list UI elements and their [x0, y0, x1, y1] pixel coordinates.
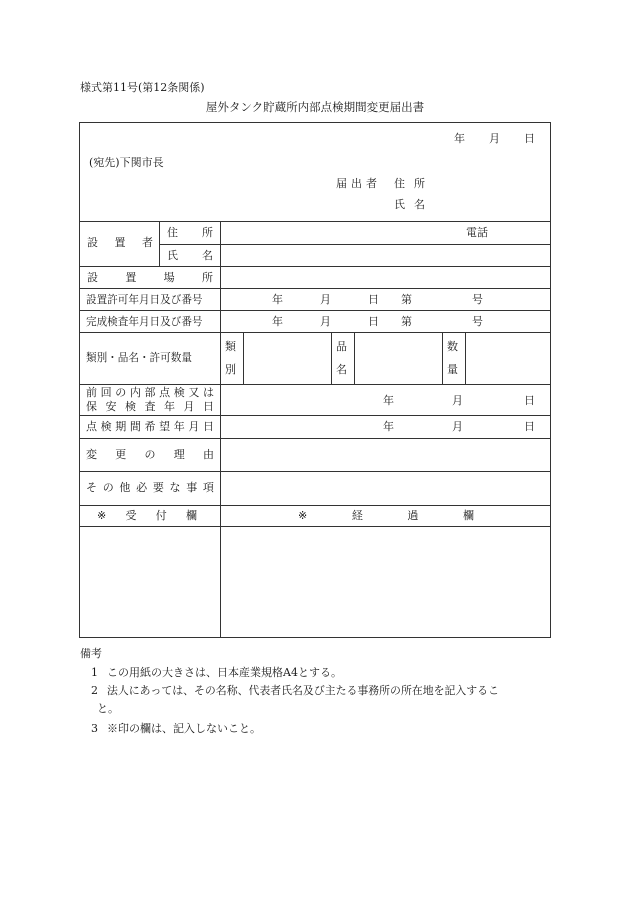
permit-day: 日 [368, 293, 379, 306]
installer-char-2: 置 [114, 236, 126, 249]
submitter-name-label: 氏名 [394, 198, 434, 211]
permit-label: 設置許可年月日及び番号 [86, 294, 203, 306]
installer-address-label: 住 所 [167, 226, 213, 239]
progress-box [221, 527, 549, 637]
progress-header: ※ 経 過 欄 [298, 509, 474, 522]
reception-box [81, 527, 219, 637]
note-2-text-b: と。 [97, 702, 119, 715]
permit-go: 号 [472, 293, 483, 306]
note-1-number: 1 [91, 666, 98, 679]
permit-dai: 第 [401, 293, 412, 306]
notes-heading: 備考 [80, 647, 102, 660]
previous-inspection-line-2: 保 安 検 査 年 月 日 [86, 400, 214, 413]
type-qty-label: 類別・品名・許可数量 [86, 352, 192, 364]
completion-go: 号 [472, 315, 483, 328]
other-label: そ の 他 必 要 な 事 項 [86, 481, 214, 494]
note-2-text-a: 法人にあっては、その名称、代表者氏名及び主たる事務所の所在地を記入するこ [107, 684, 499, 697]
hin-char-1: 品 [336, 340, 347, 353]
desired-period-label: 点 検 期 間 希 望 年 月 日 [86, 420, 214, 433]
reception-header: ※ 受 付 欄 [97, 509, 197, 522]
reason-label: 変 更 の 理 由 [86, 448, 214, 461]
permit-year: 年 [272, 293, 283, 306]
location-label: 設 置 場 所 [87, 271, 213, 284]
installer-phone-label: 電話 [466, 226, 488, 239]
submitter-address-label: 住所 [394, 177, 434, 190]
date-year-label: 年 [454, 132, 465, 145]
completion-dai: 第 [401, 315, 412, 328]
completion-label: 完成検査年月日及び番号 [86, 316, 203, 328]
desired-month: 月 [452, 420, 463, 433]
form-title: 屋外タンク貯蔵所内部点検期間変更届出書 [205, 100, 425, 114]
hin-char-2: 名 [336, 363, 347, 376]
date-day-label: 日 [524, 132, 535, 145]
completion-year: 年 [272, 315, 283, 328]
rui-char-1: 類 [225, 340, 236, 353]
previous-inspection-line-1: 前 回 の 内 部 点 検 又 は [86, 386, 214, 399]
installer-name-label: 氏 名 [167, 249, 213, 262]
suu-char-1: 数 [447, 340, 458, 353]
completion-month: 月 [320, 315, 331, 328]
installer-char-1: 設 [87, 236, 98, 249]
rui-char-2: 別 [225, 363, 236, 376]
desired-year: 年 [383, 420, 394, 433]
note-1-text: この用紙の大きさは、日本産業規格A4とする。 [107, 666, 342, 679]
permit-month: 月 [320, 293, 331, 306]
form-number: 様式第11号(第12条関係) [80, 81, 205, 94]
desired-day: 日 [524, 420, 535, 433]
note-3-text: ※印の欄は、記入しないこと。 [107, 722, 261, 735]
form-table [79, 122, 551, 638]
date-month-label: 月 [489, 132, 500, 145]
installer-label [87, 236, 153, 250]
note-2-number: 2 [91, 684, 98, 697]
suu-char-2: 量 [447, 363, 458, 376]
previous-month: 月 [452, 394, 463, 407]
addressee: (宛先)下関市長 [89, 156, 164, 169]
installer-char-3: 者 [142, 236, 153, 249]
completion-day: 日 [368, 315, 379, 328]
previous-year: 年 [383, 394, 394, 407]
note-3-number: 3 [91, 722, 98, 735]
submitter-label: 届出者 [336, 177, 381, 190]
previous-day: 日 [524, 394, 535, 407]
